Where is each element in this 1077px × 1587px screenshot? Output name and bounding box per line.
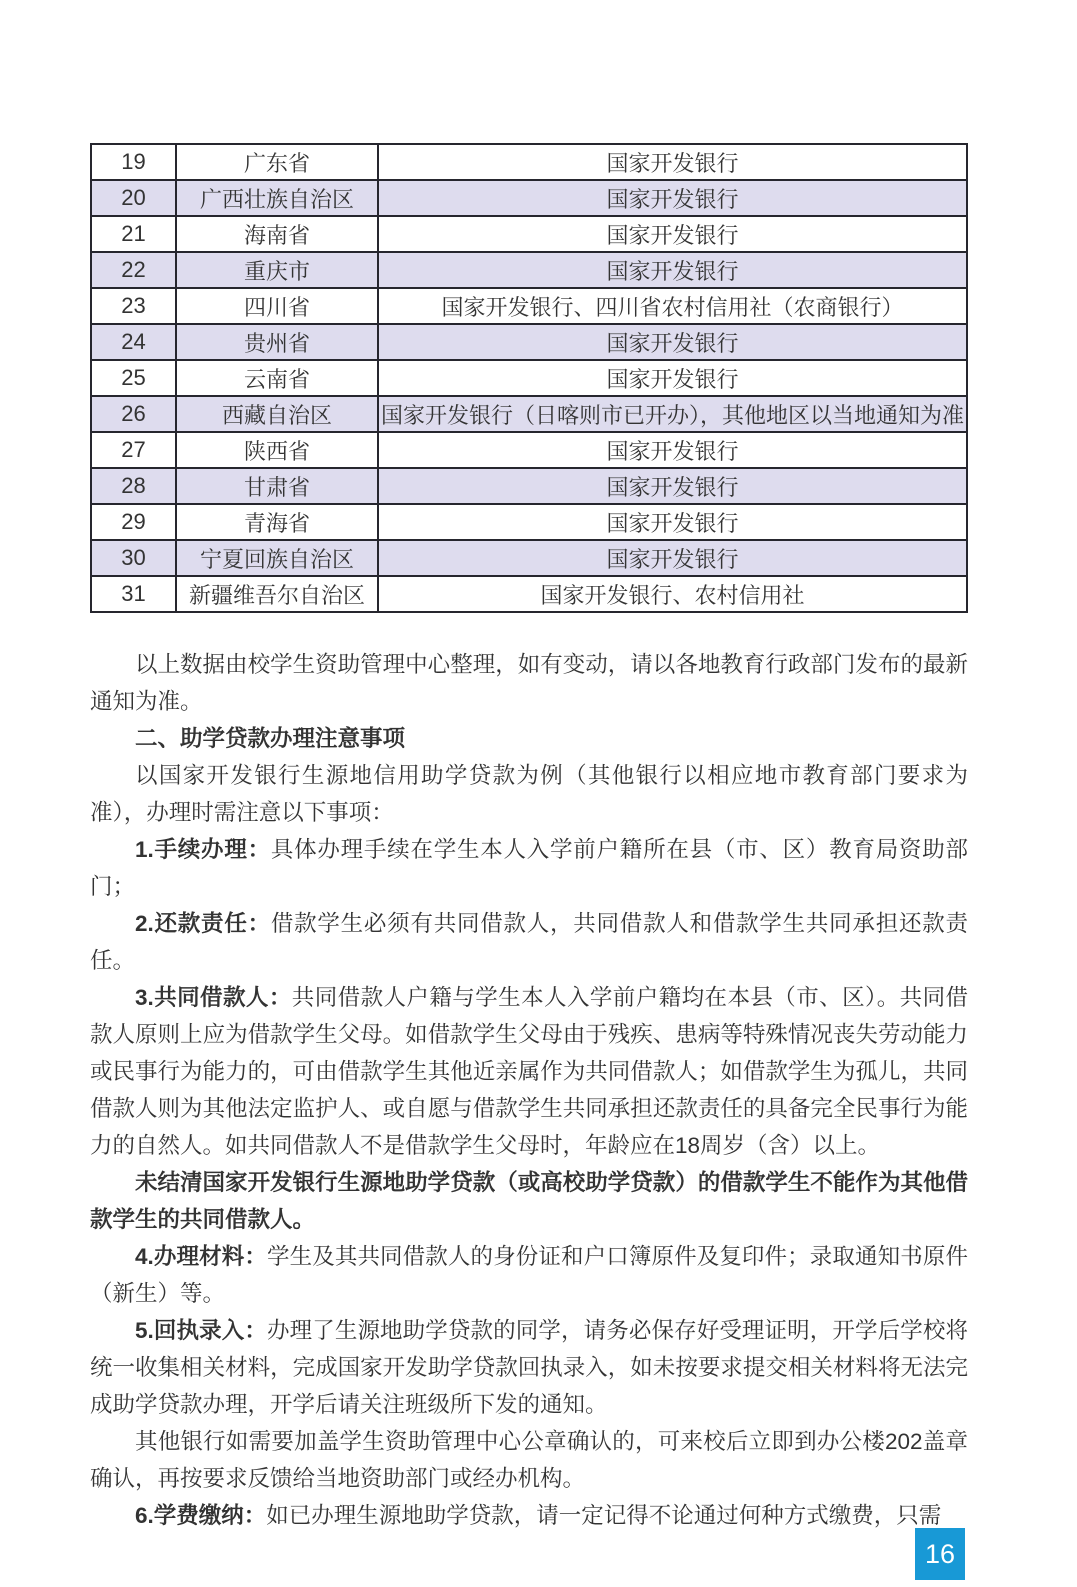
paragraph-text: 未结清国家开发银行生源地助学贷款（或高校助学贷款）的借款学生不能作为其他借款学生的共同借款人。 (90, 1170, 968, 1232)
paragraph-text: 学生及其共同借款人的身份证和户口簿原件及复印件；录取通知书原件（新生）等。 (90, 1244, 968, 1306)
province-cell: 贵州省 (176, 324, 378, 360)
paragraph-label: 4.办理材料： (135, 1244, 267, 1269)
paragraph-text: 如已办理生源地助学贷款，请一定记得不论通过何种方式缴费，只需 (266, 1503, 942, 1528)
page-number-box (915, 1528, 965, 1580)
bank-cell: 国家开发银行 (378, 144, 967, 180)
paragraph-text: 以国家开发银行生源地信用助学贷款为例（其他银行以相应地市教育部门要求为准），办理时需注意以下事项： (90, 763, 968, 825)
row-number-cell: 29 (91, 504, 176, 540)
table-row (91, 288, 967, 324)
table-row (91, 396, 967, 432)
province-cell: 广西壮族自治区 (176, 180, 378, 216)
paragraph (90, 720, 968, 757)
paragraph-text: 共同借款人户籍与学生本人入学前户籍均在本县（市、区）。共同借款人原则上应为借款学生父母。如借款学生父母由于残疾、患病等特殊情况丧失劳动能力或民事行为能力的，可由借款学生其他近亲属作为共同借款人；如借款学生为孤儿，共同借款人则为其他法定监护人、或自愿与借款学生共同承担还款责任的具备完全民事行为能力的自然人。如共同借款人不是借款学生父母时，年龄应在18周岁（含）以上。 (90, 985, 968, 1158)
paragraph-label: 5.回执录入： (135, 1318, 267, 1343)
paragraph (90, 1497, 968, 1534)
province-cell: 海南省 (176, 216, 378, 252)
paragraph (90, 1238, 968, 1312)
bank-cell: 国家开发银行 (378, 360, 967, 396)
row-number-cell: 21 (91, 216, 176, 252)
row-number-cell: 24 (91, 324, 176, 360)
table-row (91, 144, 967, 180)
row-number-cell: 30 (91, 540, 176, 576)
bank-cell: 国家开发银行 (378, 180, 967, 216)
bank-cell: 国家开发银行、四川省农村信用社（农商银行） (378, 288, 967, 324)
paragraph-label: 3.共同借款人： (135, 985, 292, 1010)
table-row (91, 360, 967, 396)
table-row (91, 468, 967, 504)
paragraph (90, 979, 968, 1164)
bank-cell: 国家开发银行 (378, 432, 967, 468)
table-row (91, 180, 967, 216)
row-number-cell: 19 (91, 144, 176, 180)
paragraph (90, 1423, 968, 1497)
table-row (91, 540, 967, 576)
paragraph (90, 831, 968, 905)
row-number-cell: 26 (91, 396, 176, 432)
row-number-cell: 28 (91, 468, 176, 504)
bank-cell: 国家开发银行 (378, 324, 967, 360)
row-number-cell: 20 (91, 180, 176, 216)
paragraph-text: 以上数据由校学生资助管理中心整理，如有变动，请以各地教育行政部门发布的最新通知为准。 (90, 652, 968, 714)
row-number-cell: 25 (91, 360, 176, 396)
table-row (91, 504, 967, 540)
province-cell: 云南省 (176, 360, 378, 396)
province-bank-table (90, 143, 968, 613)
table-row (91, 252, 967, 288)
page-number: 16 (924, 1538, 956, 1569)
row-number-cell: 22 (91, 252, 176, 288)
province-cell: 新疆维吾尔自治区 (176, 576, 378, 612)
paragraph-label: 2.还款责任： (135, 911, 271, 936)
row-number-cell: 27 (91, 432, 176, 468)
paragraph-label: 二、助学贷款办理注意事项 (135, 726, 406, 751)
bank-cell: 国家开发银行 (378, 540, 967, 576)
row-number-cell: 23 (91, 288, 176, 324)
bank-cell: 国家开发银行 (378, 216, 967, 252)
province-cell: 广东省 (176, 144, 378, 180)
table-row (91, 432, 967, 468)
bank-cell: 国家开发银行 (378, 468, 967, 504)
paragraph-text: 具体办理手续在学生本人入学前户籍所在县（市、区）教育局资助部门； (90, 837, 968, 899)
paragraph (90, 757, 968, 831)
row-number-cell: 31 (91, 576, 176, 612)
province-cell: 四川省 (176, 288, 378, 324)
paragraph-text: 办理了生源地助学贷款的同学，请务必保存好受理证明，开学后学校将统一收集相关材料，完成国家开发助学贷款回执录入，如未按要求提交相关材料将无法完成助学贷款办理，开学后请关注班级所下发的通知。 (90, 1318, 968, 1417)
province-cell: 宁夏回族自治区 (176, 540, 378, 576)
province-bank-table-grid (90, 143, 968, 613)
province-cell: 甘肃省 (176, 468, 378, 504)
paragraph (90, 1312, 968, 1423)
paragraph-text: 其他银行如需要加盖学生资助管理中心公章确认的，可来校后立即到办公楼202盖章确认，再按要求反馈给当地资助部门或经办机构。 (90, 1429, 968, 1491)
bank-cell: 国家开发银行 (378, 252, 967, 288)
paragraph-label: 1.手续办理： (135, 837, 271, 862)
paragraph (90, 1164, 968, 1238)
bank-cell: 国家开发银行 (378, 504, 967, 540)
province-cell: 青海省 (176, 504, 378, 540)
paragraph-label: 6.学费缴纳： (135, 1503, 267, 1528)
paragraph (90, 905, 968, 979)
table-row (91, 576, 967, 612)
table-row (91, 216, 967, 252)
province-cell: 西藏自治区 (176, 396, 378, 432)
bank-cell: 国家开发银行（日喀则市已开办），其他地区以当地通知为准 (378, 396, 967, 432)
province-cell: 陕西省 (176, 432, 378, 468)
body-text (90, 646, 968, 1534)
bank-cell: 国家开发银行、农村信用社 (378, 576, 967, 612)
paragraph-text: 借款学生必须有共同借款人，共同借款人和借款学生共同承担还款责任。 (90, 911, 968, 973)
province-cell: 重庆市 (176, 252, 378, 288)
paragraph (90, 646, 968, 720)
table-row (91, 324, 967, 360)
